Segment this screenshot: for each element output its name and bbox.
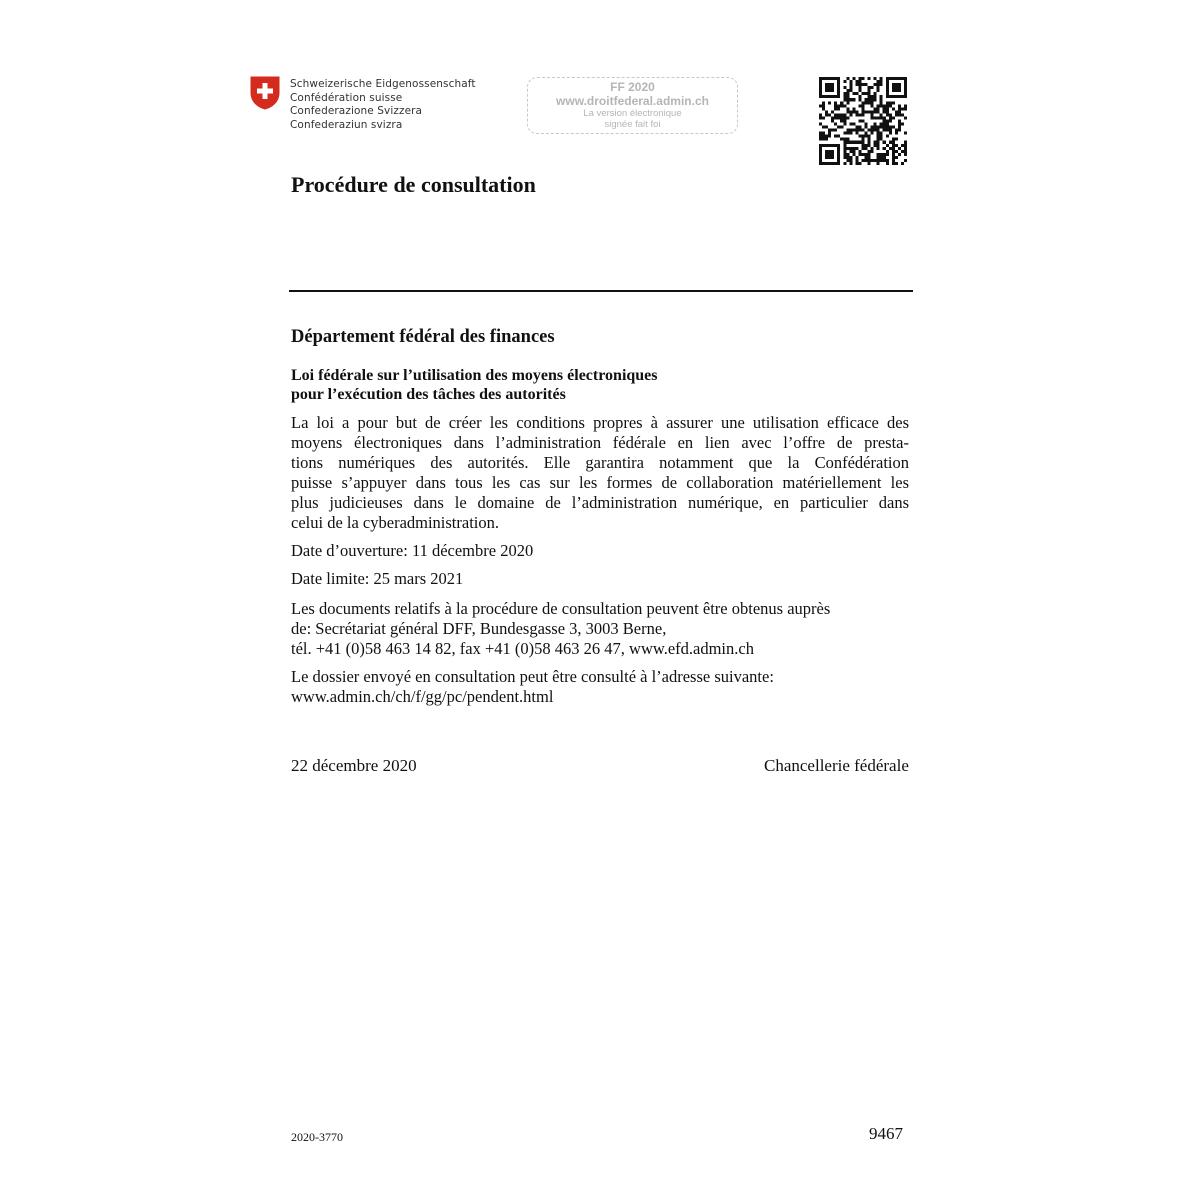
stamp-line-4: signée fait foi: [604, 119, 661, 130]
body-line: tions numériques des autorités. Elle garantira notamment que la Confédération: [291, 453, 909, 472]
stamp-line-2: www.droitfederal.admin.ch: [556, 94, 709, 108]
body-line: moyens électroniques dans l’administration fédérale en lien avec l’offre de presta-: [291, 433, 909, 452]
opening-date: Date d’ouverture: 11 décembre 2020: [291, 541, 534, 560]
dossier-line: Le dossier envoyé en consultation peut être consulté à l’adresse suivante:: [291, 667, 774, 686]
confederation-name-de: Schweizerische Eidgenossenschaft: [290, 78, 476, 90]
official-stamp: [527, 77, 738, 134]
confederation-name-fr: Confédération suisse: [290, 91, 403, 104]
documents-line: de: Secrétariat général DFF, Bundesgasse 3, 3003 Berne,: [291, 619, 667, 638]
body-line: plus judicieuses dans le domaine de l’administration numérique, en particulier dans: [291, 493, 909, 512]
body-line: celui de la cyberadministration.: [291, 513, 500, 532]
dossier-link[interactable]: www.admin.ch/ch/f/gg/pc/pendent.html: [291, 687, 554, 706]
page-number: 9467: [869, 1124, 903, 1143]
swiss-coat-of-arms-icon: [250, 76, 280, 110]
dossier-paragraph: [291, 667, 774, 707]
deadline: Date limite: 25 mars 2021: [291, 569, 464, 588]
qr-code-icon: [819, 77, 907, 165]
documents-line: Les documents relatifs à la procédure de consultation peuvent être obtenus auprès: [291, 599, 831, 618]
documents-line: tél. +41 (0)58 463 14 82, fax +41 (0)58 463 26 47, www.efd.admin.ch: [291, 639, 754, 658]
document-number: 2020-3770: [291, 1130, 343, 1144]
body-line: puisse s’appuyer dans tous les cas sur les formes de collaboration matériellement les: [291, 473, 909, 492]
law-title: [291, 366, 658, 404]
confederation-names: [290, 78, 476, 132]
documents-paragraph: [291, 599, 830, 659]
confederation-name-it: Confederazione Svizzera: [290, 105, 423, 117]
body-paragraph: [291, 413, 909, 533]
stamp-line-3: La version électronique: [583, 108, 682, 119]
law-title-line: Loi fédérale sur l’utilisation des moyens électroniques: [291, 367, 658, 384]
divider: [289, 290, 913, 292]
stamp-line-1: FF 2020: [610, 80, 655, 94]
page-title: Procédure de consultation: [291, 172, 536, 197]
department-heading: Département fédéral des finances: [291, 327, 555, 347]
signatory: Chancellerie fédérale: [764, 756, 909, 775]
body-line: La loi a pour but de créer les conditions propres à assurer une utilisation efficace des: [291, 413, 909, 432]
law-title-line: pour l’exécution des tâches des autorités: [291, 386, 566, 403]
publication-date: 22 décembre 2020: [291, 756, 417, 775]
confederation-name-rm: Confederaziun svizra: [290, 118, 403, 131]
